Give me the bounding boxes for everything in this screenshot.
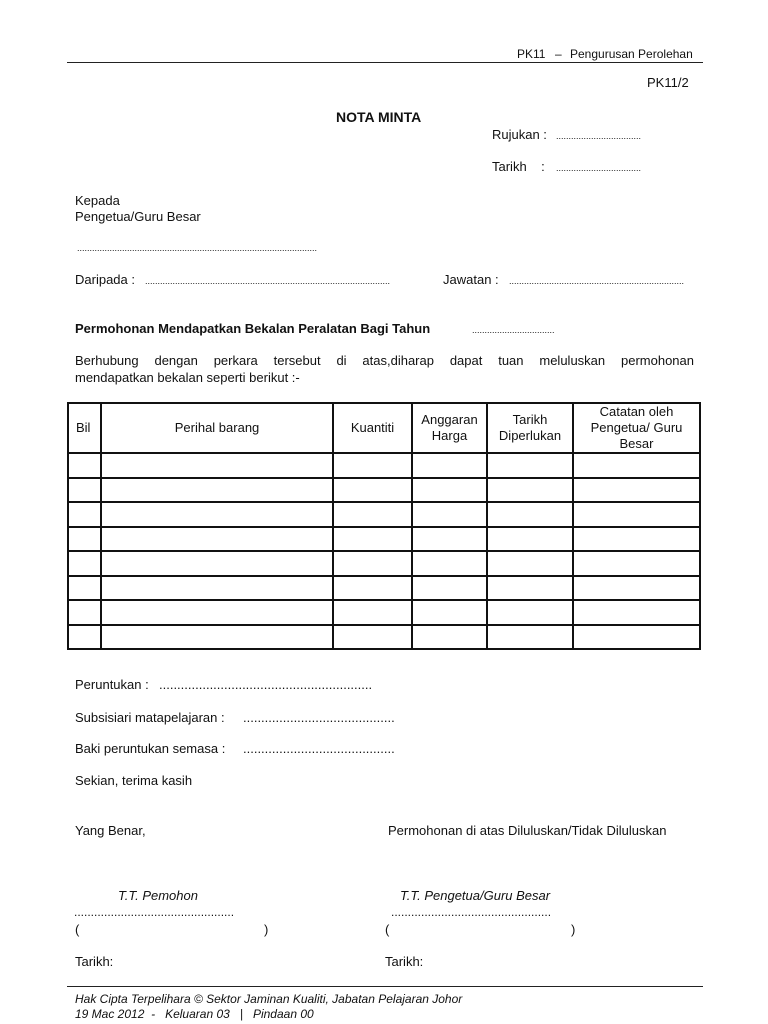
table-header-row — [68, 403, 700, 453]
table-cell — [68, 576, 101, 601]
table-row — [68, 527, 700, 552]
body-word: tuan — [498, 353, 524, 368]
footer-copyright: Hak Cipta Terpelihara © Sektor Jaminan Kualiti, Jabatan Pelajaran Johor — [75, 992, 463, 1006]
body-word: tersebut — [273, 353, 321, 368]
closing-text: Sekian, terima kasih — [75, 773, 193, 788]
approval-text: Permohonan di atas Diluluskan/Tidak Diluluskan — [388, 823, 667, 838]
table-cell — [412, 600, 487, 625]
col-header-catatan — [573, 403, 700, 453]
table-row — [68, 600, 700, 625]
header-line: Pengetua/ Guru — [590, 420, 683, 435]
kepada-label: Kepada — [75, 193, 120, 208]
table-cell — [573, 453, 700, 478]
footer-pindaan: Pindaan 00 — [252, 1007, 314, 1021]
applicant-date-label: Tarikh: — [75, 954, 114, 969]
table-cell — [68, 600, 101, 625]
items-table — [67, 402, 701, 650]
footer-bar: | — [239, 1007, 243, 1021]
table-row — [68, 551, 700, 576]
applicant-name-close-paren: ) — [264, 922, 269, 937]
applicant-name-open-paren: ( — [75, 922, 80, 937]
body-word: Berhubung — [75, 353, 139, 368]
table-cell — [412, 478, 487, 503]
table-cell — [333, 453, 412, 478]
table-cell — [487, 527, 573, 552]
table-row — [68, 576, 700, 601]
header-rule — [67, 62, 703, 63]
principal-date-label: Tarikh: — [385, 954, 424, 969]
footer-revision — [75, 1007, 314, 1021]
table-cell — [333, 625, 412, 650]
table-cell — [333, 551, 412, 576]
applicant-sign-dots: ................................................ — [74, 905, 235, 919]
table-cell — [101, 600, 333, 625]
principal-sign-dots: ................................................ — [391, 905, 552, 919]
table-body — [68, 453, 700, 649]
rujukan-dots: .................................. — [556, 131, 642, 141]
tarikh-dots: .................................. — [556, 163, 642, 173]
table-cell — [333, 478, 412, 503]
table-row — [68, 478, 700, 503]
col-header-bil: Bil — [68, 403, 101, 453]
header-line: Harga — [431, 428, 468, 443]
table-cell — [573, 600, 700, 625]
doc-code: PK11 — [517, 47, 546, 61]
baki-label: Baki peruntukan semasa : — [75, 741, 226, 756]
col-header-kuantiti: Kuantiti — [333, 403, 412, 453]
body-word: perkara — [213, 353, 258, 368]
table-cell — [333, 527, 412, 552]
table-cell — [101, 576, 333, 601]
applicant-sign-label: T.T. Pemohon — [118, 888, 198, 903]
table-cell — [412, 453, 487, 478]
table-cell — [573, 502, 700, 527]
table-cell — [412, 576, 487, 601]
table-cell — [487, 600, 573, 625]
header-line: Besar — [619, 436, 654, 451]
table-cell — [487, 576, 573, 601]
baki-dots: .......................................... — [243, 741, 395, 756]
table-cell — [487, 478, 573, 503]
footer-rule — [67, 986, 703, 987]
body-line-2: mendapatkan bekalan seperti berikut :- — [75, 370, 300, 385]
table-cell — [68, 478, 101, 503]
table-cell — [68, 551, 101, 576]
table-cell — [412, 625, 487, 650]
table-cell — [101, 502, 333, 527]
table-cell — [68, 625, 101, 650]
daripada-dots: .................................................................................................. — [145, 276, 391, 286]
header-line: Anggaran — [421, 412, 478, 427]
table-cell — [68, 527, 101, 552]
peruntukan-dots: ........................................................... — [159, 677, 373, 692]
body-word: dapat — [449, 353, 483, 368]
jawatan-label: Jawatan : — [443, 272, 499, 287]
table-cell — [573, 551, 700, 576]
doc-title: Pengurusan Perolehan — [570, 47, 693, 61]
table-cell — [68, 502, 101, 527]
table-cell — [333, 600, 412, 625]
table-cell — [101, 527, 333, 552]
table-cell — [333, 576, 412, 601]
kepada-dots: ................................................................................................ — [77, 243, 318, 253]
table-cell — [412, 527, 487, 552]
footer-keluaran: Keluaran 03 — [165, 1007, 230, 1021]
table-cell — [487, 625, 573, 650]
table-cell — [573, 625, 700, 650]
header-line: Tarikh — [512, 412, 548, 427]
col-header-perihal-barang: Perihal barang — [101, 403, 333, 453]
table-cell — [573, 576, 700, 601]
kepada-value: Pengetua/Guru Besar — [75, 209, 201, 224]
body-word: permohonan — [620, 353, 694, 368]
table-cell — [333, 502, 412, 527]
col-header-tarikh-diperlukan — [487, 403, 573, 453]
table-cell — [101, 625, 333, 650]
header-line: Catatan oleh — [599, 404, 674, 419]
body-word: dengan — [154, 353, 198, 368]
table-cell — [573, 527, 700, 552]
body-word: meluluskan — [539, 353, 606, 368]
table-cell — [412, 502, 487, 527]
table-cell — [68, 453, 101, 478]
table-cell — [487, 551, 573, 576]
body-word: atas,diharap — [362, 353, 434, 368]
principal-sign-label: T.T. Pengetua/Guru Besar — [400, 888, 551, 903]
subsisiari-dots: .......................................... — [243, 710, 395, 725]
table-cell — [101, 453, 333, 478]
table-cell — [487, 453, 573, 478]
col-header-anggaran-harga — [412, 403, 487, 453]
table-cell — [412, 551, 487, 576]
table-cell — [487, 502, 573, 527]
body-word: di — [336, 353, 347, 368]
body-line-1 — [75, 353, 694, 368]
principal-name-open-paren: ( — [385, 922, 390, 937]
table-cell — [101, 478, 333, 503]
yang-benar: Yang Benar, — [75, 823, 146, 838]
form-number: PK11/2 — [647, 75, 689, 90]
memo-title: NOTA MINTA — [336, 109, 422, 125]
table-row — [68, 502, 700, 527]
footer-date: 19 Mac 2012 — [75, 1007, 145, 1021]
subject-label: Permohonan Mendapatkan Bekalan Peralatan Bagi Tahun — [75, 321, 431, 336]
header-line: Diperlukan — [498, 428, 562, 443]
table-cell — [573, 478, 700, 503]
header-separator: – — [555, 47, 562, 61]
peruntukan-label: Peruntukan : — [75, 677, 149, 692]
table-row — [68, 453, 700, 478]
tarikh-label: Tarikh : — [492, 159, 545, 174]
table-row — [68, 625, 700, 650]
subject-dots: ................................. — [472, 325, 555, 335]
subsisiari-label: Subsisiari matapelajaran : — [75, 710, 225, 725]
jawatan-dots: ...................................................................... — [509, 276, 685, 286]
principal-name-close-paren: ) — [571, 922, 576, 937]
footer-dash: - — [151, 1007, 156, 1021]
table-cell — [101, 551, 333, 576]
daripada-label: Daripada : — [75, 272, 135, 287]
rujukan-label: Rujukan : — [492, 127, 547, 142]
